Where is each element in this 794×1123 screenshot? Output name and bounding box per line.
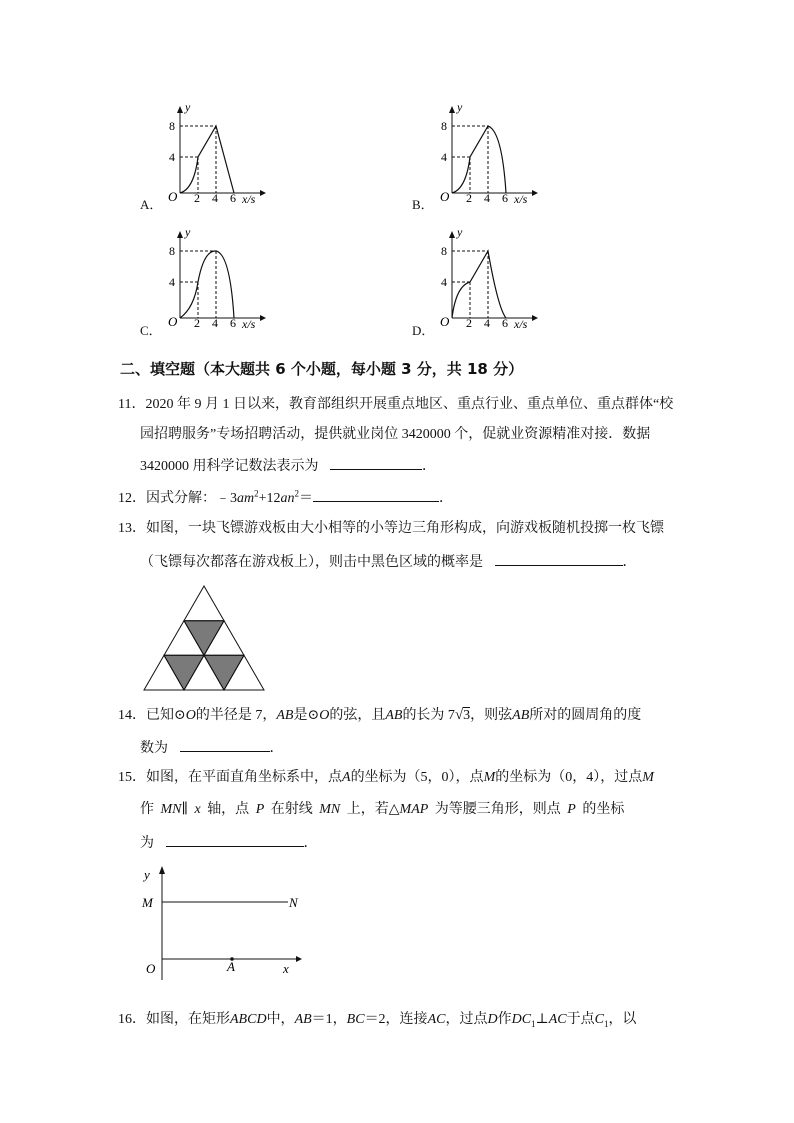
q15-line1: [118, 768, 654, 788]
q15-line3: 为: [140, 836, 154, 851]
q12-prefix: 12．因式分解：﹣3: [118, 491, 237, 506]
option-d-letter[interactable]: D．: [412, 323, 435, 338]
q14-end: ．: [269, 741, 284, 756]
graph-b-xtick-2: 2: [466, 191, 472, 203]
q14-p2: 的半径是 7，: [195, 708, 277, 723]
graph-a-ytick-4: 4: [169, 150, 175, 164]
q16-p2: 中，: [266, 1012, 295, 1027]
q14-o1: O: [185, 708, 196, 723]
sqrt-symbol: √3: [454, 707, 471, 723]
graph-a-xtick-6: 6: [230, 191, 236, 203]
q15-l2e: 上，若△: [346, 802, 400, 817]
q16-p5: ，过点: [445, 1012, 488, 1027]
option-b-graph: [432, 103, 542, 203]
q15-fig-x: x: [283, 961, 289, 976]
q16-p1: 16．如图，在矩形: [118, 1012, 230, 1027]
graph-c-xunit: x/s: [242, 317, 256, 328]
q15-p1: 15．如图，在平面直角坐标系中，点: [118, 770, 342, 785]
q15-m2: M: [642, 770, 654, 785]
option-c-graph: [160, 228, 270, 328]
graph-d-ytick-8: 8: [441, 244, 447, 258]
option-b-letter[interactable]: B．: [412, 197, 434, 212]
q15-map: MAP: [399, 802, 429, 817]
q11-line2: 园招聘服务”专场招聘活动，提供就业岗位 3420000 个，促就业资源精准对接．数据: [140, 427, 651, 442]
q16-p7: ⊥: [535, 1012, 549, 1027]
graph-d-y: y: [457, 228, 463, 239]
graph-d-origin: O: [440, 314, 450, 328]
graph-a-ytick-8: 8: [169, 119, 175, 133]
q16-p6: 作: [497, 1012, 512, 1027]
q15-line2: [140, 800, 624, 820]
graph-c-y: y: [185, 228, 191, 239]
graph-b-xtick-6: 6: [502, 191, 508, 203]
graph-d-svg: [432, 228, 542, 328]
graph-d-xtick-6: 6: [502, 316, 508, 328]
option-d-graph: [432, 228, 542, 328]
graph-b-origin: O: [440, 189, 450, 203]
graph-c-xtick-6: 6: [230, 316, 236, 328]
graph-c-xtick-2: 2: [194, 316, 200, 328]
q14-p6: ，则弦: [470, 708, 513, 723]
graph-a-y: y: [185, 103, 191, 114]
q13-end: ．: [622, 555, 637, 570]
q14-answer-blank[interactable]: [180, 737, 270, 752]
q15-figure: [138, 862, 308, 980]
option-a-graph: [160, 103, 270, 203]
q16-ab: AB: [294, 1012, 312, 1027]
q15-mn: MN: [160, 802, 182, 817]
q16-p3: ＝1，: [311, 1012, 347, 1027]
q15-l2b: ∥: [181, 802, 188, 817]
graph-b-svg: [432, 103, 542, 203]
q13-line1: 13．如图，一块飞镖游戏板由大小相等的小等边三角形构成，向游戏板随机投掷一枚飞镖: [118, 521, 664, 536]
q14-ab2: AB: [385, 708, 403, 723]
graph-a-origin: O: [168, 189, 178, 203]
q15-fig-a: A: [227, 959, 235, 974]
q12-exp1: 2: [254, 488, 259, 499]
q16-c: C: [594, 1012, 604, 1027]
graph-d-xtick-4: 4: [484, 316, 490, 328]
q15-l2c: 轴，点: [207, 802, 250, 817]
dartboard-svg: [140, 584, 268, 692]
q15-fig-n: N: [289, 895, 298, 910]
q12-plus: +12: [258, 491, 281, 506]
q15-figure-svg: [138, 862, 308, 980]
q15-end: ．: [303, 836, 318, 851]
q15-p2: 的坐标为（5，0），点: [350, 770, 484, 785]
q11-answer-blank[interactable]: [330, 455, 422, 470]
q13-line2: （飞镖每次都落在游戏板上），则击中黑色区域的概率是: [140, 555, 483, 570]
q14-line2-wrap: [140, 737, 284, 759]
graph-a-xtick-4: 4: [212, 191, 218, 203]
graph-c-xtick-4: 4: [212, 316, 218, 328]
q14-ab3: AB: [512, 708, 530, 723]
q15-p3: 的坐标为（0，4），过点: [495, 770, 643, 785]
q16-p8: 于点: [566, 1012, 595, 1027]
q14-p5: 的长为 7: [402, 708, 455, 723]
q14-p1: 14．已知⊙: [118, 708, 186, 723]
q12-answer-blank[interactable]: [313, 487, 439, 502]
q15-p: P: [255, 802, 265, 817]
q13-line2-wrap: [140, 551, 637, 573]
q16-p9: ，以: [608, 1012, 637, 1027]
q15-mn2: MN: [319, 802, 341, 817]
graph-b-ytick-4: 4: [441, 150, 447, 164]
graph-c-origin: O: [168, 314, 178, 328]
graph-a-xunit: x/s: [242, 192, 256, 203]
q16-ac: AC: [427, 1012, 446, 1027]
q16-sub1: 1: [531, 1018, 536, 1029]
graph-c-ytick-4: 4: [169, 275, 175, 289]
q14-p4: 的弦，且: [329, 708, 386, 723]
graph-b-xtick-4: 4: [484, 191, 490, 203]
q14-o2: O: [319, 708, 330, 723]
graph-c-ytick-8: 8: [169, 244, 175, 258]
graph-d-xunit: x/s: [514, 317, 528, 328]
option-a-letter[interactable]: A．: [140, 197, 163, 212]
q15-fig-o: O: [146, 961, 156, 976]
q15-answer-blank[interactable]: [166, 832, 304, 847]
q12-eq: ＝: [299, 491, 314, 506]
q16-p4: ＝2，连接: [364, 1012, 428, 1027]
section-title: 二、填空题（本大题共 6 个小题，每小题 3 分，共 18 分）: [120, 360, 524, 378]
q12-exp2: 2: [294, 488, 300, 499]
q15-x: x: [194, 802, 201, 817]
q16-sub2: 1: [603, 1018, 609, 1029]
graph-a-xtick-2: 2: [194, 191, 200, 203]
q12-term1: am: [237, 491, 255, 506]
q16-bc: BC: [346, 1012, 365, 1027]
q11-line3: 3420000 用科学记数法表示为: [140, 459, 319, 474]
graph-a-svg: [160, 103, 270, 203]
option-c-letter[interactable]: C．: [140, 323, 162, 338]
q15-line3-wrap: [140, 832, 318, 854]
q14-p3: 是⊙: [293, 708, 320, 723]
graph-c-svg: [160, 228, 270, 328]
graph-b-ytick-8: 8: [441, 119, 447, 133]
q11-line1: 11．2020 年 9 月 1 日以来，教育部组织开展重点地区、重点行业、重点单位、重点群体“校: [118, 397, 674, 412]
q14-p7: 所对的圆周角的度: [529, 708, 642, 723]
q14-line2: 数为: [140, 741, 168, 756]
dartboard-figure: [140, 584, 268, 692]
q16-d: D: [487, 1012, 498, 1027]
graph-b-xunit: x/s: [514, 192, 528, 203]
q15-fig-y: y: [144, 867, 150, 882]
q15-m: M: [483, 770, 496, 785]
q14-ab1: AB: [276, 708, 294, 723]
q15-fig-m: M: [142, 895, 153, 910]
q15-l2g: 的坐标: [582, 802, 625, 817]
q11-end: ．: [422, 459, 436, 474]
q15-a: A: [342, 770, 351, 785]
question-12: [118, 487, 453, 509]
q15-l2a: 作: [140, 802, 154, 817]
q16-dc: DC: [511, 1012, 532, 1027]
graph-b-y: y: [457, 103, 463, 114]
graph-d-xtick-2: 2: [466, 316, 472, 328]
q15-l2f: 为等腰三角形，则点: [434, 802, 561, 817]
graph-d-ytick-4: 4: [441, 275, 447, 289]
question-16: [118, 1010, 636, 1030]
q15-p2: P: [567, 802, 576, 817]
q16-abcd: ABCD: [230, 1012, 267, 1027]
q12-term2: an: [280, 491, 295, 506]
q14-sqrt-value: 3: [463, 708, 471, 723]
q14-line1: [118, 705, 641, 726]
q11-line3-wrap: [140, 455, 436, 477]
q16-ac2: AC: [548, 1012, 567, 1027]
q15-l2d: 在射线: [270, 802, 313, 817]
q12-end: ．: [439, 491, 454, 506]
q13-answer-blank[interactable]: [495, 551, 623, 566]
